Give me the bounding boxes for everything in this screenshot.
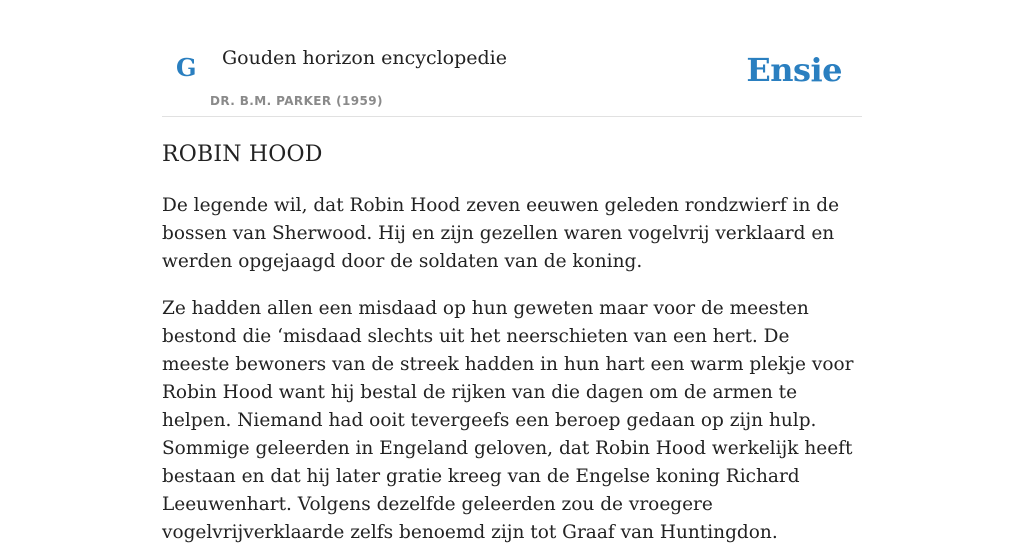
- book-logo-link[interactable]: G: [176, 53, 197, 82]
- book-title-link[interactable]: Gouden horizon encyclopedie: [222, 47, 507, 69]
- site-logo-link[interactable]: Ensie: [746, 51, 842, 89]
- book-author: DR. B.M. PARKER (1959): [210, 94, 383, 108]
- article-paragraph: Ze hadden allen een misdaad op hun geweten maar voor de meesten bestond die ‘misdaad slechts uit het neerschieten van een hert. De meeste bewoners van de streek hadden in hun hart een warm plekje voor Robin Hood want hij bestal de rijken van die dagen om de armen te helpen. Niemand had ooit tevergeefs een beroep gedaan op zijn hulp. Sommige geleerden in Engeland geloven, dat Robin Hood werkelijk heeft bestaan en dat hij later gratie kreeg van de Engelse koning Richard Leeuwenhart. Volgens dezelfde geleerden zou de vroegere vogelvrijverklaarde zelfs benoemd zijn tot Graaf van Huntingdon.: [162, 298, 854, 543]
- article-paragraph: De legende wil, dat Robin Hood zeven eeuwen geleden rondzwierf in de bossen van Sherwood. Hij en zijn gezellen waren vogelvrij verklaard en werden opgejaagd door de soldaten van de koning.: [162, 195, 840, 272]
- page-header: [162, 0, 862, 117]
- article: [162, 140, 862, 547]
- article-title: ROBIN HOOD: [162, 142, 323, 167]
